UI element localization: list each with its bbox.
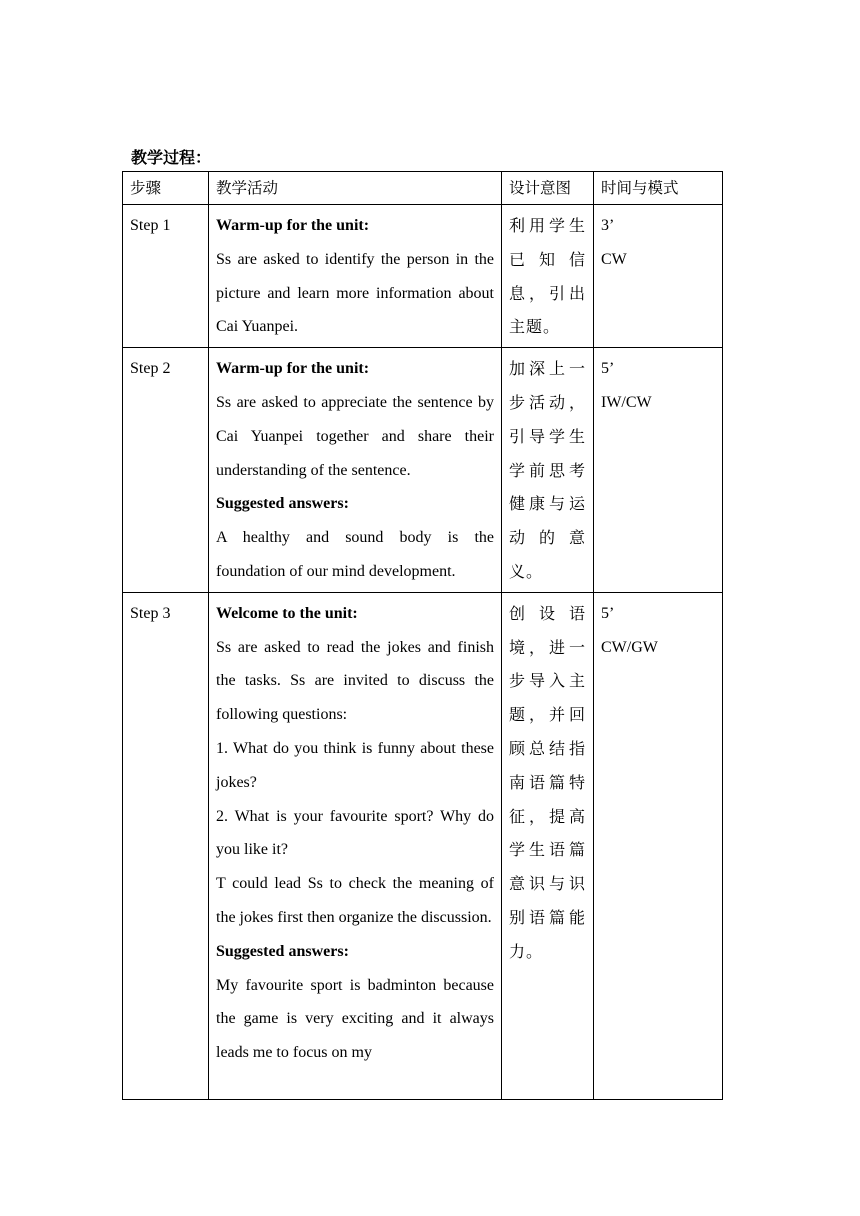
time-value: 5’ — [601, 604, 615, 622]
activity-text: Ss are asked to read the jokes and finish the tasks. Ss are invited to discuss the following questions: — [216, 638, 494, 724]
header-purpose: 设计意图 — [502, 172, 594, 205]
activity-cell — [209, 205, 502, 348]
teacher-note: T could lead Ss to check the meaning of the jokes first then organize the discussion. — [216, 875, 494, 926]
activity-heading: Warm-up for the unit: — [216, 360, 370, 378]
time-value: 5’ — [601, 360, 615, 378]
activity-heading: Warm-up for the unit: — [216, 217, 370, 234]
activity-cell — [209, 348, 502, 593]
header-step: 步骤 — [123, 172, 209, 205]
time-mode-cell — [594, 348, 723, 593]
answers-text: A healthy and sound body is the foundation of our mind development. — [216, 529, 494, 580]
mode-value: CW/GW — [601, 638, 658, 656]
time-mode-cell — [594, 205, 723, 348]
step-cell: Step 3 — [123, 592, 209, 1099]
step-cell: Step 1 — [123, 205, 209, 348]
teaching-process-table — [122, 171, 723, 1100]
question-1: 1. What do you think is funny about these jokes? — [216, 739, 494, 791]
section-title: 教学过程： — [131, 148, 212, 167]
answers-heading: Suggested answers: — [216, 495, 349, 513]
purpose-cell: 加深上一步活动，引导学生学前思考健康与运动的意义。 — [502, 348, 594, 593]
activity-text: Ss are asked to appreciate the sentence by Cai Yuanpei together and share their understanding of the sentence. — [216, 393, 494, 479]
question-2: 2. What is your favourite sport? Why do you like it? — [216, 807, 494, 859]
answers-text: My favourite sport is badminton because the game is very exciting and it always leads me to focus on my — [216, 976, 494, 1062]
table-header-row — [123, 172, 723, 205]
table-row — [123, 592, 723, 1099]
table-row — [123, 348, 723, 593]
activity-text: Ss are asked to identify the person in the picture and learn more information about Cai Yuanpei. — [216, 250, 494, 336]
time-mode-cell — [594, 592, 723, 1099]
mode-value: CW — [601, 250, 627, 268]
step-cell: Step 2 — [123, 348, 209, 593]
table-row — [123, 205, 723, 348]
time-value: 3’ — [601, 217, 615, 234]
answers-heading: Suggested answers: — [216, 942, 349, 960]
activity-cell — [209, 592, 502, 1099]
mode-value: IW/CW — [601, 393, 652, 411]
header-time-mode: 时间与模式 — [594, 172, 723, 205]
purpose-cell: 利用学生已知信息，引出主题。 — [502, 205, 594, 348]
header-activity: 教学活动 — [209, 172, 502, 205]
activity-heading: Welcome to the unit: — [216, 604, 358, 622]
purpose-cell: 创设语境，进一步导入主题，并回顾总结指南语篇特征，提高学生语篇意识与识别语篇能力。 — [502, 592, 594, 1099]
